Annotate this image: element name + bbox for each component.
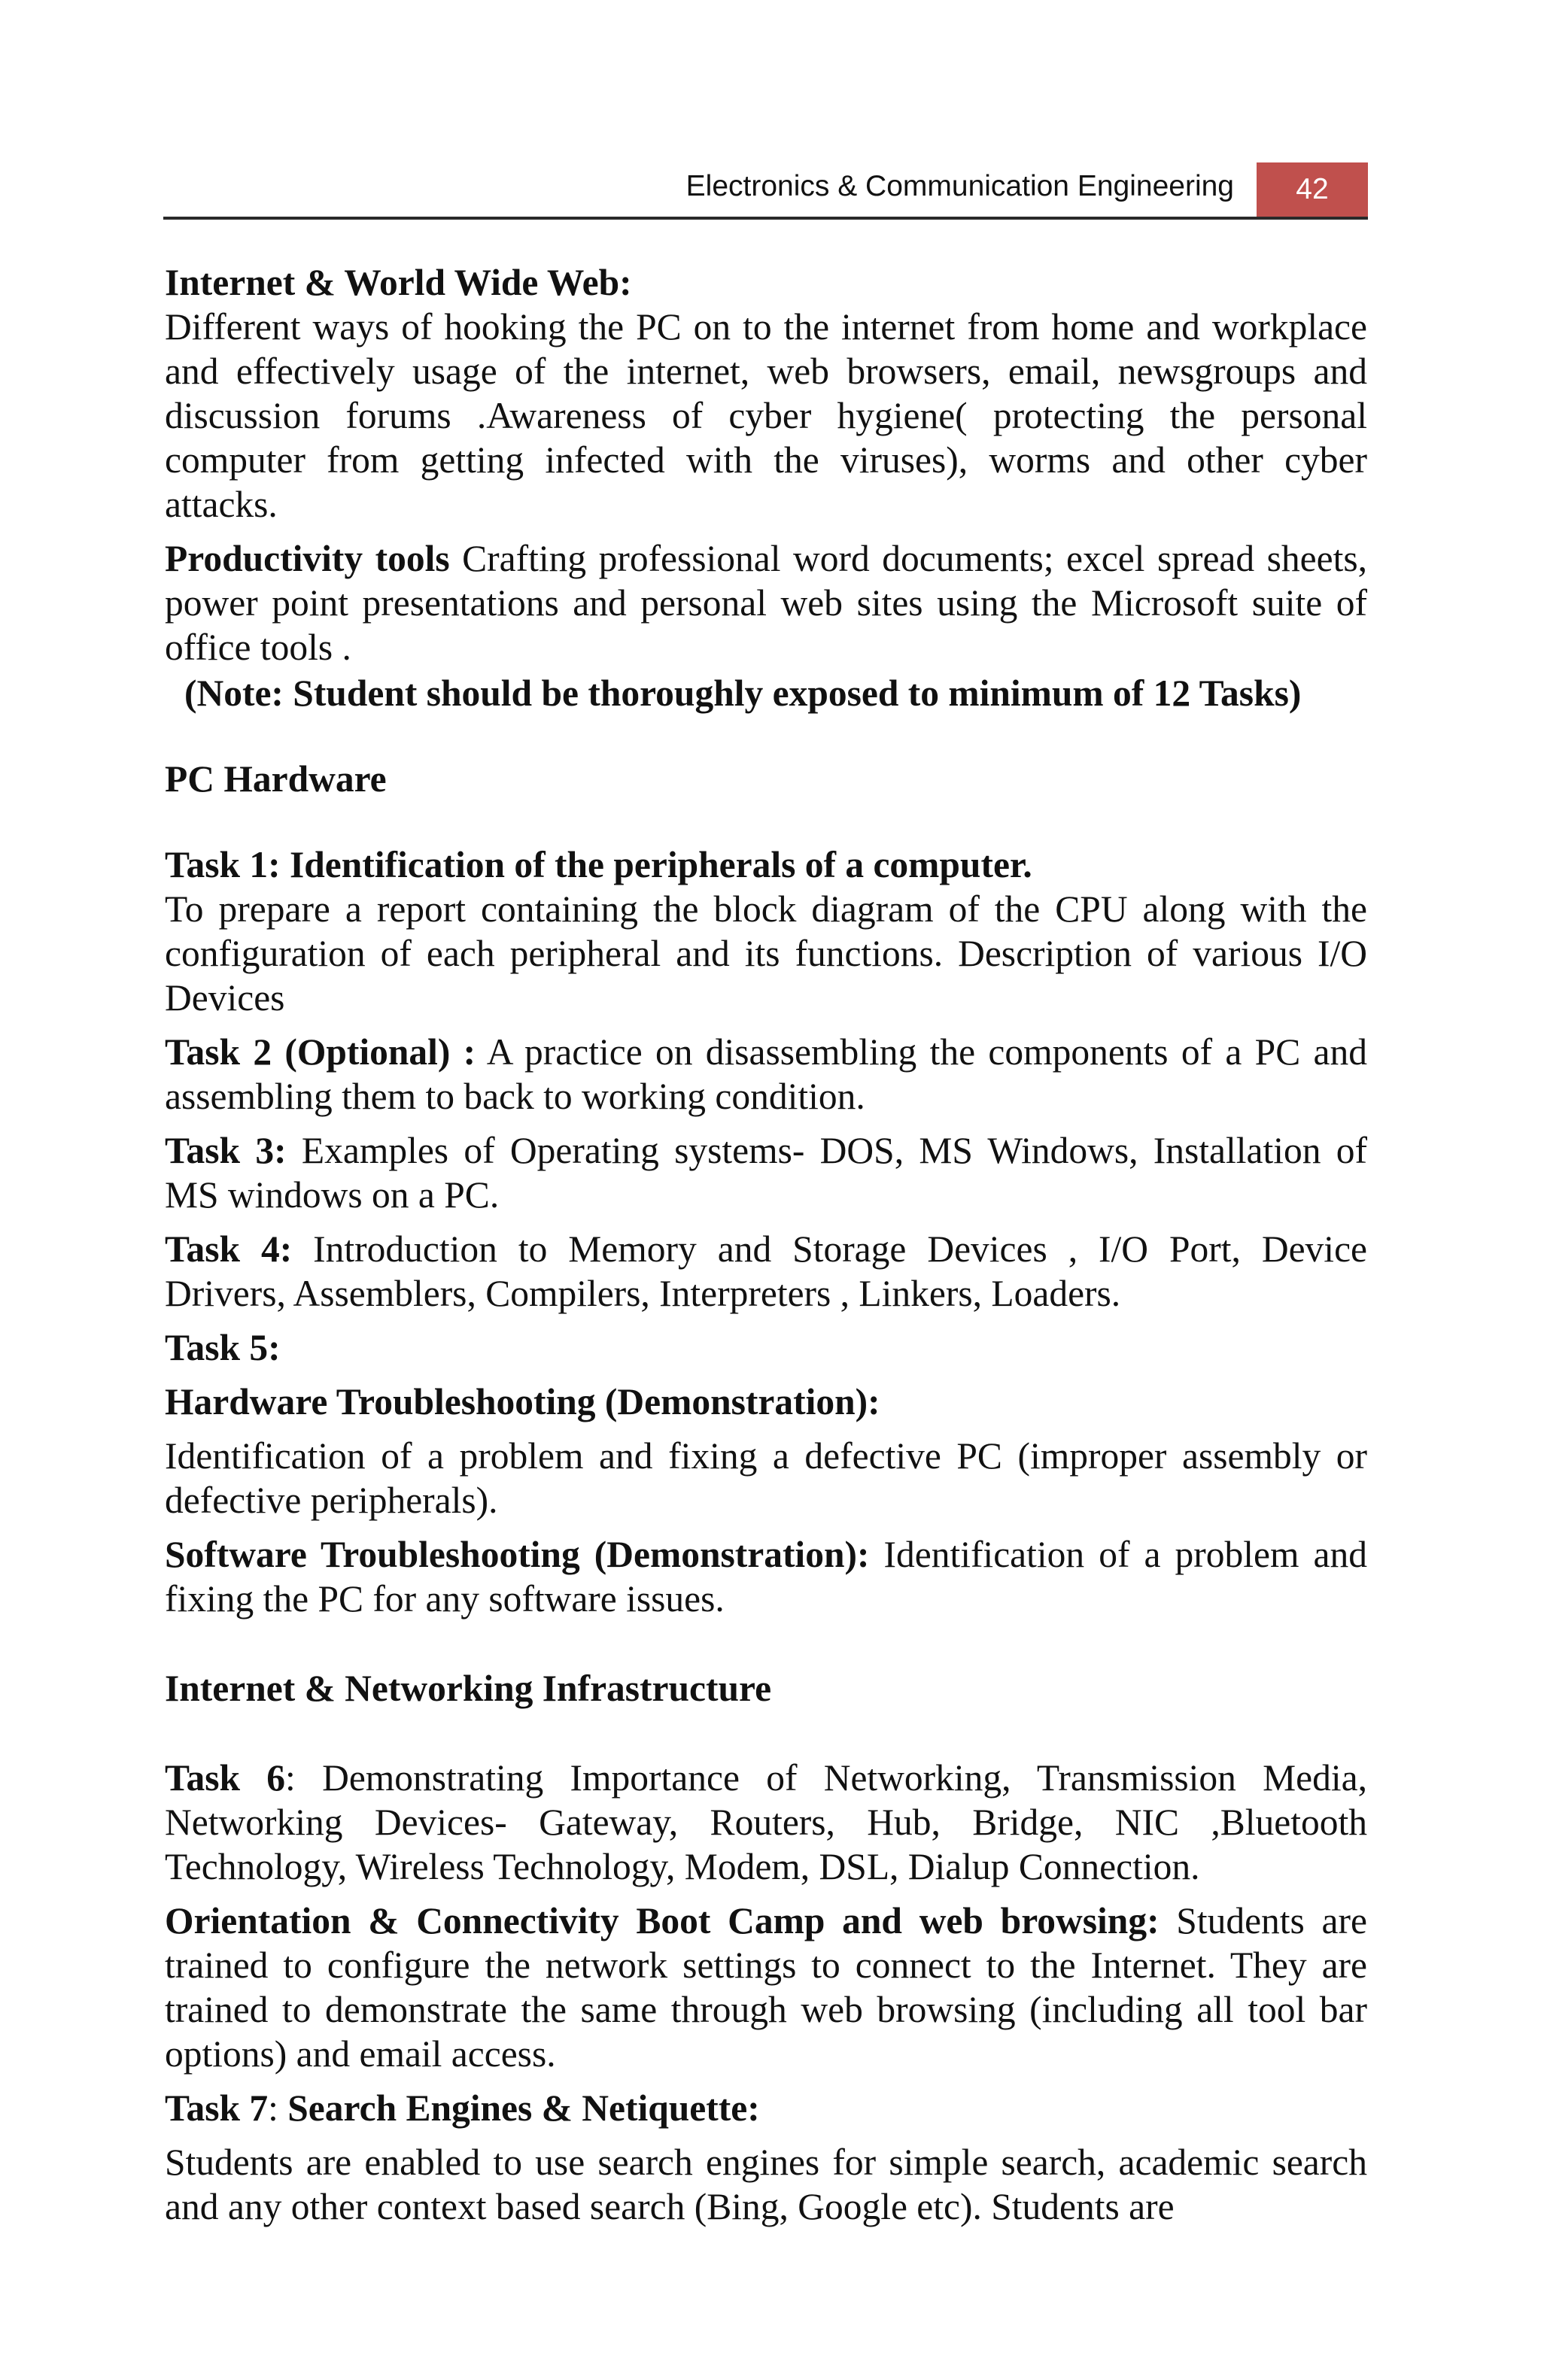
- productivity-label: Productivity tools: [165, 538, 450, 579]
- task7-heading: [165, 2086, 1367, 2130]
- productivity-text: Crafting professional word documents; excel spread sheets, power point presentations and personal web sites using the Microsoft suite of office tools .: [165, 538, 1367, 668]
- header-rule: [163, 217, 1368, 220]
- task4-text: Introduction to Memory and Storage Devices , I/O Port, Device Drivers, Assemblers, Compilers, Interpreters , Linkers, Loaders.: [165, 1228, 1368, 1314]
- running-header: [163, 162, 1368, 220]
- task2-text: A practice on disassembling the components of a PC and assembling them to back to working condition.: [165, 1031, 1367, 1117]
- productivity-paragraph: [165, 536, 1367, 669]
- task1-heading: Task 1: Identification of the peripherals of a computer.: [165, 844, 1032, 885]
- internet-www-heading: Internet & World Wide Web:: [165, 262, 632, 303]
- sw-troubleshooting-text: Identification of a problem and fixing the PC for any software issues.: [165, 1534, 1367, 1620]
- task1-paragraph: To prepare a report containing the block diagram of the CPU along with the configuration of each peripheral and its functions. Description of various I/O Devices: [165, 888, 1367, 1018]
- task7-title: Search Engines & Netiquette:: [287, 2087, 760, 2129]
- hw-troubleshooting-paragraph: Identification of a problem and fixing a defective PC (improper assembly or defective peripherals).: [165, 1435, 1367, 1521]
- page-number-badge: 42: [1257, 162, 1368, 217]
- pc-hardware-heading: PC Hardware: [165, 758, 387, 800]
- task6-label: Task 6: [165, 1757, 286, 1799]
- task3-text: Examples of Operating systems- DOS, MS Windows, Installation of MS windows on a PC.: [165, 1130, 1368, 1216]
- task4-paragraph: [165, 1227, 1367, 1316]
- task5-label: Task 5:: [165, 1327, 281, 1368]
- sw-troubleshooting-paragraph: [165, 1532, 1367, 1621]
- sw-troubleshooting-label: Software Troubleshooting (Demonstration):: [165, 1534, 870, 1575]
- header-title: Electronics & Communication Engineering: [685, 170, 1234, 202]
- orientation-label: Orientation & Connectivity Boot Camp and web browsing:: [165, 1900, 1160, 1941]
- hw-troubleshooting-heading: Hardware Troubleshooting (Demonstration):: [165, 1381, 880, 1422]
- task2-label: Task 2 (Optional) :: [165, 1031, 476, 1073]
- task7-label: Task 7: [165, 2087, 269, 2129]
- tasks-note: (Note: Student should be thoroughly exposed to minimum of 12 Tasks): [184, 672, 1302, 714]
- orientation-text: Students are trained to configure the network settings to connect to the Internet. They are trained to demonstrate the same through web browsing (including all tool bar options) and email access.: [165, 1900, 1367, 2075]
- task6-text: : Demonstrating Importance of Networking, Transmission Media, Networking Devices- Gateway, Routers, Hub, Bridge, NIC ,Bluetooth Technology, Wireless Technology, Modem, DSL, Dialup Connection.: [165, 1757, 1368, 1887]
- task6-paragraph: [165, 1756, 1367, 1889]
- task4-label: Task 4:: [165, 1228, 293, 1270]
- internet-www-paragraph: Different ways of hooking the PC on to the internet from home and workplace and effectively usage of the internet, web browsers, email, newsgroups and discussion forums .Awareness of cyber hygiene( protecting the personal computer from getting infected with the viruses), worms and other cyber attacks.: [165, 306, 1367, 525]
- task2-paragraph: [165, 1030, 1367, 1119]
- task3-paragraph: [165, 1128, 1367, 1217]
- orientation-paragraph: [165, 1899, 1367, 2076]
- task7-paragraph: Students are enabled to use search engines for simple search, academic search and any other context based search (Bing, Google etc). Students are: [165, 2142, 1367, 2227]
- task3-label: Task 3:: [165, 1130, 287, 1171]
- task7-separator: :: [268, 2087, 288, 2129]
- networking-heading: Internet & Networking Infrastructure: [165, 1668, 772, 1709]
- page-body: [165, 260, 1367, 2229]
